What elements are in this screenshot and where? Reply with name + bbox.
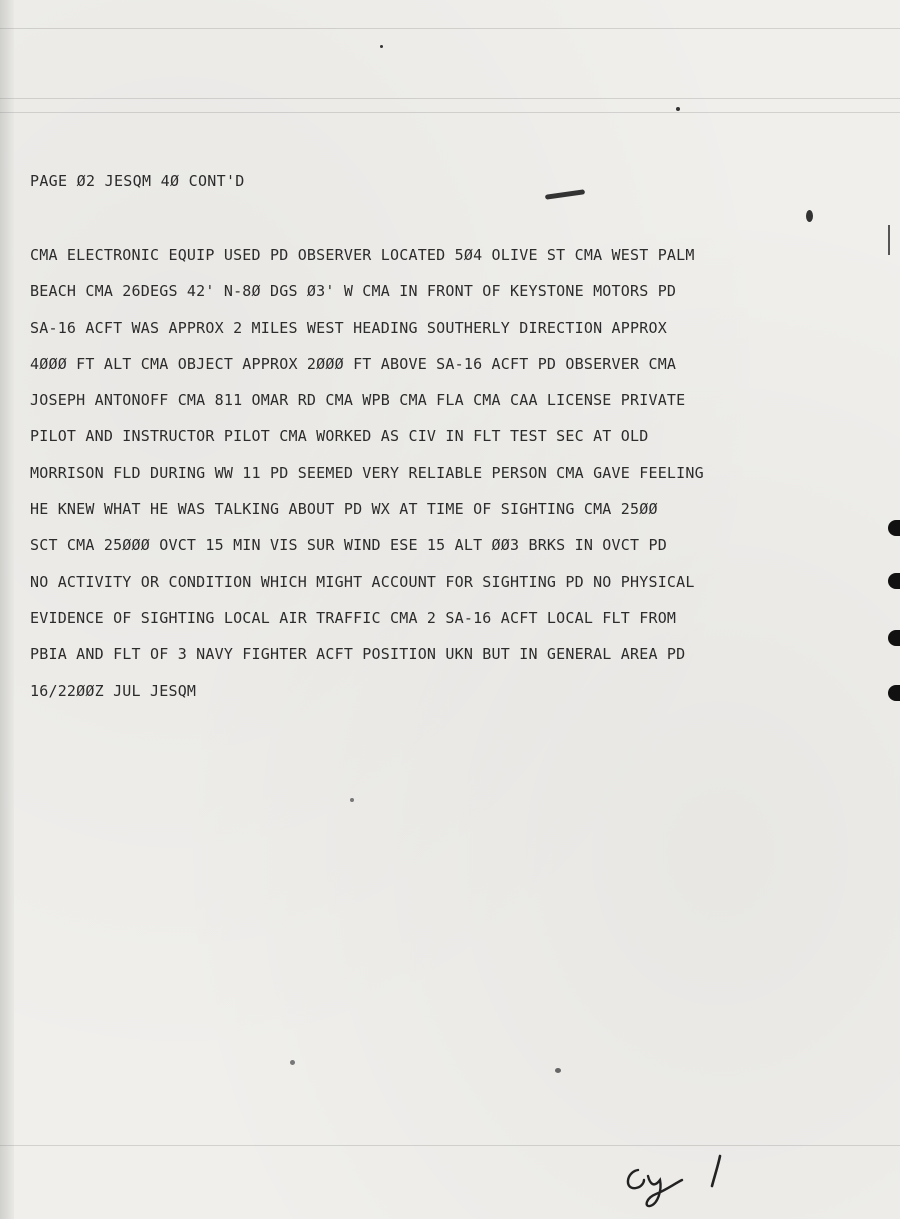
message-line: 4ØØØ FT ALT CMA OBJECT APPROX 2ØØØ FT ABOVE SA-16 ACFT PD OBSERVER CMA (30, 354, 677, 373)
ink-speck (290, 1060, 295, 1065)
paper-rule (0, 28, 900, 29)
ink-speck (380, 45, 383, 48)
message-line: PILOT AND INSTRUCTOR PILOT CMA WORKED AS CIV IN FLT TEST SEC AT OLD (30, 427, 649, 446)
punch-hole (888, 573, 900, 589)
paper-rule (0, 112, 900, 113)
punch-hole (888, 685, 900, 701)
paper-rule (0, 1145, 900, 1146)
message-line: NO ACTIVITY OR CONDITION WHICH MIGHT ACCOUNT FOR SIGHTING PD NO PHYSICAL (30, 572, 695, 591)
page-header: PAGE Ø2 JESQM 4Ø CONT'D (30, 172, 245, 190)
punch-hole (888, 630, 900, 646)
ink-speck (555, 1068, 561, 1073)
message-line: HE KNEW WHAT HE WAS TALKING ABOUT PD WX AT TIME OF SIGHTING CMA 25ØØ (30, 500, 658, 519)
message-line: PBIA AND FLT OF 3 NAVY FIGHTER ACFT POSITION UKN BUT IN GENERAL AREA PD (30, 645, 686, 664)
message-line: BEACH CMA 26DEGS 42' N-8Ø DGS Ø3' W CMA IN FRONT OF KEYSTONE MOTORS PD (30, 282, 677, 301)
page-left-edge (0, 0, 14, 1219)
message-line: 16/22ØØZ JUL JESQM (30, 681, 197, 700)
margin-mark (888, 225, 890, 255)
ink-speck (350, 798, 354, 802)
message-line: CMA ELECTRONIC EQUIP USED PD OBSERVER LOCATED 5Ø4 OLIVE ST CMA WEST PALM (30, 246, 695, 264)
message-line: SCT CMA 25ØØØ OVCT 15 MIN VIS SUR WIND ESE 15 ALT ØØ3 BRKS IN OVCT PD (30, 536, 667, 555)
message-line: EVIDENCE OF SIGHTING LOCAL AIR TRAFFIC CMA 2 SA-16 ACFT LOCAL FLT FROM (30, 608, 677, 627)
message-body (30, 240, 870, 712)
ink-speck (806, 210, 813, 222)
message-line: JOSEPH ANTONOFF CMA 811 OMAR RD CMA WPB CMA FLA CMA CAA LICENSE PRIVATE (30, 391, 686, 410)
message-line: MORRISON FLD DURING WW 11 PD SEEMED VERY RELIABLE PERSON CMA GAVE FEELING (30, 463, 704, 482)
handwritten-signature (620, 1150, 740, 1210)
punch-hole (888, 520, 900, 536)
message-line: SA-16 ACFT WAS APPROX 2 MILES WEST HEADING SOUTHERLY DIRECTION APPROX (30, 318, 667, 337)
ink-speck (676, 107, 680, 111)
paper-rule (0, 98, 900, 99)
ink-smudge (545, 189, 585, 200)
